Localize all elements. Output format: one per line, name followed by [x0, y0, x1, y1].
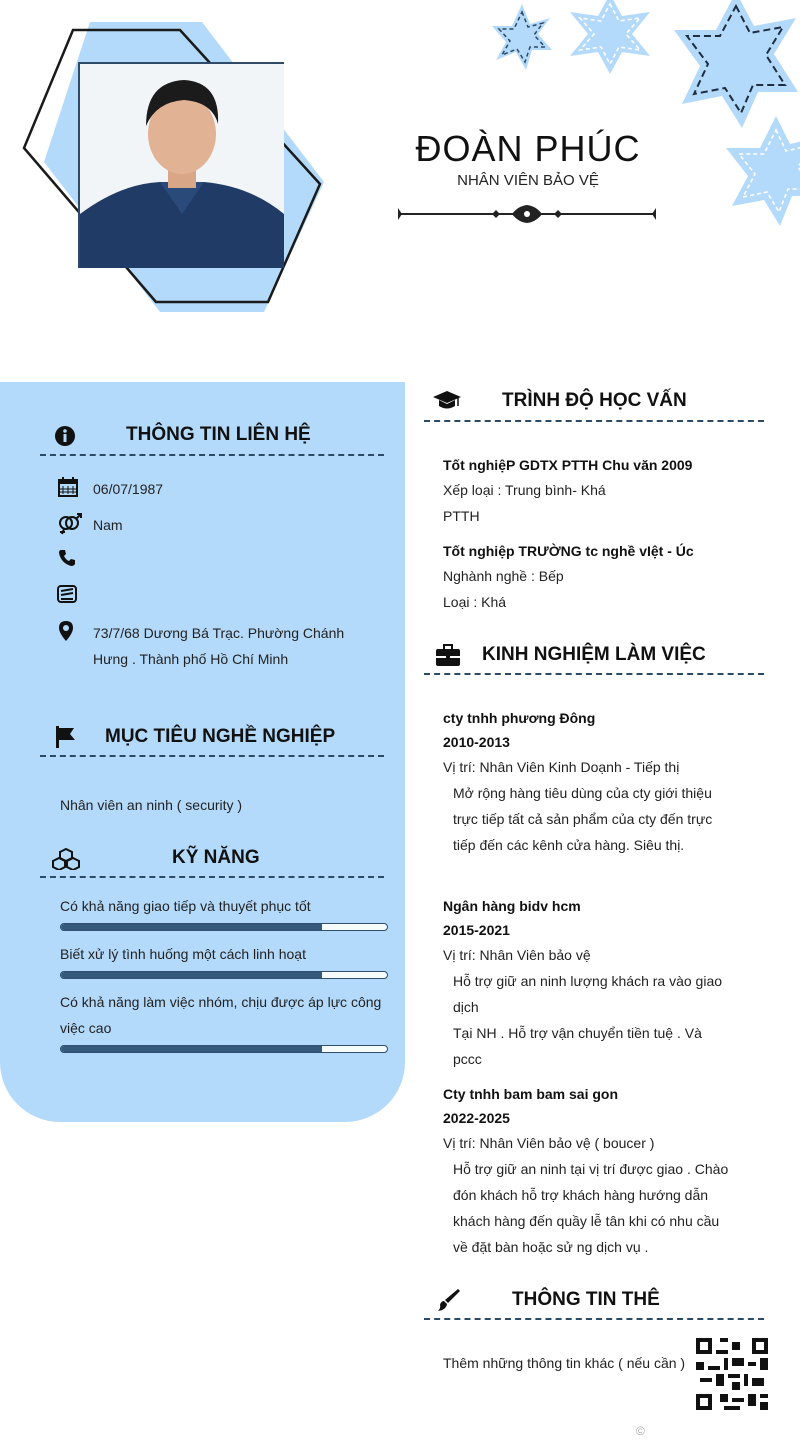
skill-2-bar	[60, 971, 388, 979]
star-small	[492, 4, 552, 70]
address-line-2: Hưng . Thành phố Hồ Chí Minh	[93, 651, 289, 667]
extra-divider	[424, 1318, 764, 1320]
person-silhouette	[80, 64, 284, 268]
flag-icon	[56, 726, 76, 748]
skill-3-label-line-2: việc cao	[60, 1020, 112, 1036]
briefcase-icon	[436, 644, 460, 666]
graduation-cap-icon	[432, 390, 462, 412]
star-right	[726, 116, 800, 226]
skill-1-fill	[61, 924, 322, 930]
education-2-school: Tốt nghiệp TRƯỜNG tc nghề vIệt - Úc	[443, 543, 694, 559]
gender-icon	[57, 513, 83, 535]
gender-value: Nam	[93, 517, 123, 533]
education-2-line-2: Loại : Khá	[443, 594, 507, 610]
job-3-desc-1: Hỗ trợ giữ an ninh tại vị trí được giao . Chào	[453, 1161, 729, 1177]
phone-icon	[58, 549, 76, 567]
profile-photo	[78, 62, 284, 268]
job-2-company: Ngân hàng bidv hcm	[443, 898, 581, 914]
contact-title: THÔNG TIN LIÊN HỆ	[126, 424, 311, 445]
objective-divider	[40, 755, 384, 757]
skill-3-label-line-1: Có khả năng làm việc nhóm, chịu được áp lực công	[60, 994, 382, 1010]
objective-title: MỤC TIÊU NGHỀ NGHIỆP	[105, 726, 336, 747]
experience-divider	[424, 673, 764, 675]
candidate-name: ĐOÀN PHÚC	[415, 128, 641, 169]
star-large	[674, 0, 798, 128]
ornament-divider	[396, 202, 658, 226]
brush-icon	[436, 1288, 460, 1312]
job-2-desc-3: Tại NH . Hỗ trợ vận chuyển tiền tuệ . Và	[453, 1025, 702, 1041]
job-3-period: 2022-2025	[443, 1110, 510, 1126]
skill-2-fill	[61, 972, 322, 978]
job-1-desc-1: Mở rộng hàng tiêu dùng của cty giới thiệu	[453, 785, 712, 801]
copyright-mark: ©	[636, 1424, 645, 1438]
skill-2-label: Biết xử lý tình huống một cách linh hoạt	[60, 946, 306, 962]
job-1-desc-3: tiếp đến các kênh cửa hàng. Siêu thị.	[453, 837, 685, 853]
job-1-company: cty tnhh phương Đông	[443, 710, 596, 726]
skills-title: KỸ NĂNG	[172, 847, 260, 868]
skills-divider	[40, 876, 384, 878]
education-2-line-1: Nghành nghề : Bếp	[443, 568, 564, 584]
job-2-desc-2: dịch	[453, 999, 479, 1015]
skill-3-bar	[60, 1045, 388, 1053]
job-2-period: 2015-2021	[443, 922, 510, 938]
location-icon	[59, 621, 73, 641]
education-1-line-2: PTTH	[443, 508, 480, 524]
birthday-value: 06/07/1987	[93, 481, 164, 497]
skill-3-fill	[61, 1046, 322, 1052]
job-2-desc-1: Hỗ trợ giữ an ninh lượng khách ra vào giao	[453, 973, 723, 989]
job-1-period: 2010-2013	[443, 734, 510, 750]
education-title: TRÌNH ĐỘ HỌC VẤN	[502, 390, 687, 411]
cubes-icon	[52, 848, 80, 870]
calendar-icon	[58, 477, 78, 497]
skill-1-bar	[60, 923, 388, 931]
job-2-desc-4: pccc	[453, 1051, 482, 1067]
skill-1-label: Có khả năng giao tiếp và thuyết phục tốt	[60, 898, 311, 914]
contact-divider	[40, 454, 384, 456]
education-1-school: Tốt nghiệP GDTX PTTH Chu văn 2009	[443, 457, 693, 473]
job-3-desc-3: khách hàng đến quầy lễ tân khi có nhu cầu	[453, 1213, 720, 1229]
education-divider	[424, 420, 764, 422]
job-3-desc-4: về đặt bàn hoặc sử ng dịch vụ .	[453, 1239, 649, 1255]
extra-text: Thêm những thông tin khác ( nếu cần )	[443, 1355, 686, 1371]
job-2-position: Vị trí: Nhân Viên bảo vệ	[443, 947, 591, 963]
job-3-company: Cty tnhh bam bam sai gon	[443, 1086, 619, 1102]
education-1-line-1: Xếp loại : Trung bình- Khá	[443, 482, 606, 498]
address-line-1: 73/7/68 Dương Bá Trạc. Phường Chánh	[93, 625, 345, 641]
job-3-desc-2: đón khách hỗ trợ khách hàng hướng dẫn	[453, 1187, 709, 1203]
info-icon	[54, 425, 76, 447]
objective-text: Nhân viên an ninh ( security )	[60, 797, 243, 813]
experience-title: KINH NGHIỆM LÀM VIỆC	[482, 644, 706, 665]
extra-title: THÔNG TIN THÊ	[512, 1289, 660, 1310]
job-1-desc-2: trực tiếp tất cả sản phẩm của cty đến trực	[453, 811, 713, 827]
star-medium	[570, 0, 650, 74]
job-title: NHÂN VIÊN BẢO VỆ	[457, 172, 599, 189]
qr-code-icon	[696, 1338, 768, 1410]
email-icon	[57, 585, 77, 603]
job-3-position: Vị trí: Nhân Viên bảo vệ ( boucer )	[443, 1135, 655, 1151]
job-1-position: Vị trí: Nhân Viên Kinh Doạnh - Tiếp thị	[443, 759, 680, 775]
